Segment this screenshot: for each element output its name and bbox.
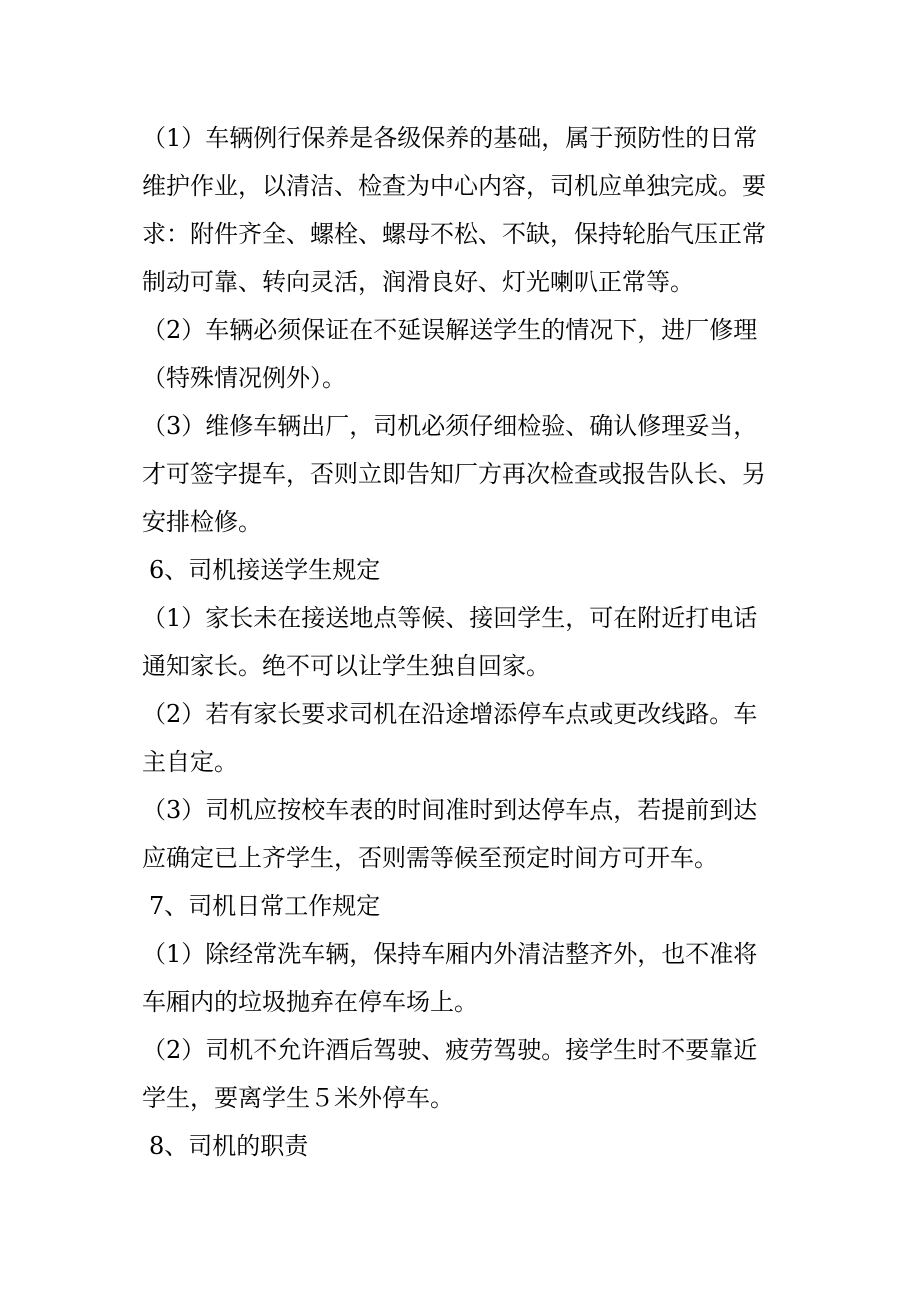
text-line: 主自定。 <box>142 748 238 776</box>
text-line: （1）家长未在接送地点等候、接回学生，可在附近打电话 <box>142 604 758 632</box>
section-heading-6 <box>149 546 792 594</box>
paragraph-maintenance-1 <box>142 114 792 306</box>
text-line: （1）车辆例行保养是各级保养的基础，属于预防性的日常 <box>142 124 758 152</box>
text-line: 维护作业，以清洁、检查为中心内容，司机应单独完成。要 <box>142 172 766 200</box>
text-line: 车厢内的垃圾抛弃在停车场上。 <box>142 988 478 1016</box>
paragraph-maintenance-2 <box>142 306 792 402</box>
text-line: （3）维修车辆出厂，司机必须仔细检验、确认修理妥当， <box>142 412 758 440</box>
text-line: （1）除经常洗车辆，保持车厢内外清洁整齐外，也不准将 <box>142 940 758 968</box>
heading-text: 6、司机接送学生规定 <box>149 556 381 584</box>
section-heading-8 <box>149 1122 792 1170</box>
text-line: 学生，要离学生５米外停车。 <box>142 1084 454 1112</box>
text-line: 求：附件齐全、螺栓、螺母不松、不缺，保持轮胎气压正常 <box>142 220 766 248</box>
paragraph-pickup-3 <box>142 786 792 882</box>
text-line: （2）司机不允许酒后驾驶、疲劳驾驶。接学生时不要靠近 <box>142 1036 758 1064</box>
document-body <box>142 114 792 1170</box>
text-line: （3）司机应按校车表的时间准时到达停车点，若提前到达 <box>142 796 758 824</box>
paragraph-pickup-2 <box>142 690 792 786</box>
text-line: （2）车辆必须保证在不延误解送学生的情况下，进厂修理 <box>142 316 758 344</box>
text-line: 应确定已上齐学生，否则需等候至预定时间方可开车。 <box>142 844 718 872</box>
paragraph-maintenance-3 <box>142 402 792 546</box>
heading-text: 7、司机日常工作规定 <box>149 892 381 920</box>
text-line: （特殊情况例外）。 <box>142 364 346 392</box>
text-line: 才可签字提车，否则立即告知厂方再次检查或报告队长、另 <box>142 460 766 488</box>
section-heading-7 <box>149 882 792 930</box>
text-line: 制动可靠、转向灵活，润滑良好、灯光喇叭正常等。 <box>142 268 694 296</box>
paragraph-daily-2 <box>142 1026 792 1122</box>
paragraph-daily-1 <box>142 930 792 1026</box>
text-line: 安排检修。 <box>142 508 262 536</box>
text-line: （2）若有家长要求司机在沿途增添停车点或更改线路。车 <box>142 700 758 728</box>
text-line: 通知家长。绝不可以让学生独自回家。 <box>142 652 550 680</box>
paragraph-pickup-1 <box>142 594 792 690</box>
heading-text: 8、司机的职责 <box>149 1132 309 1160</box>
